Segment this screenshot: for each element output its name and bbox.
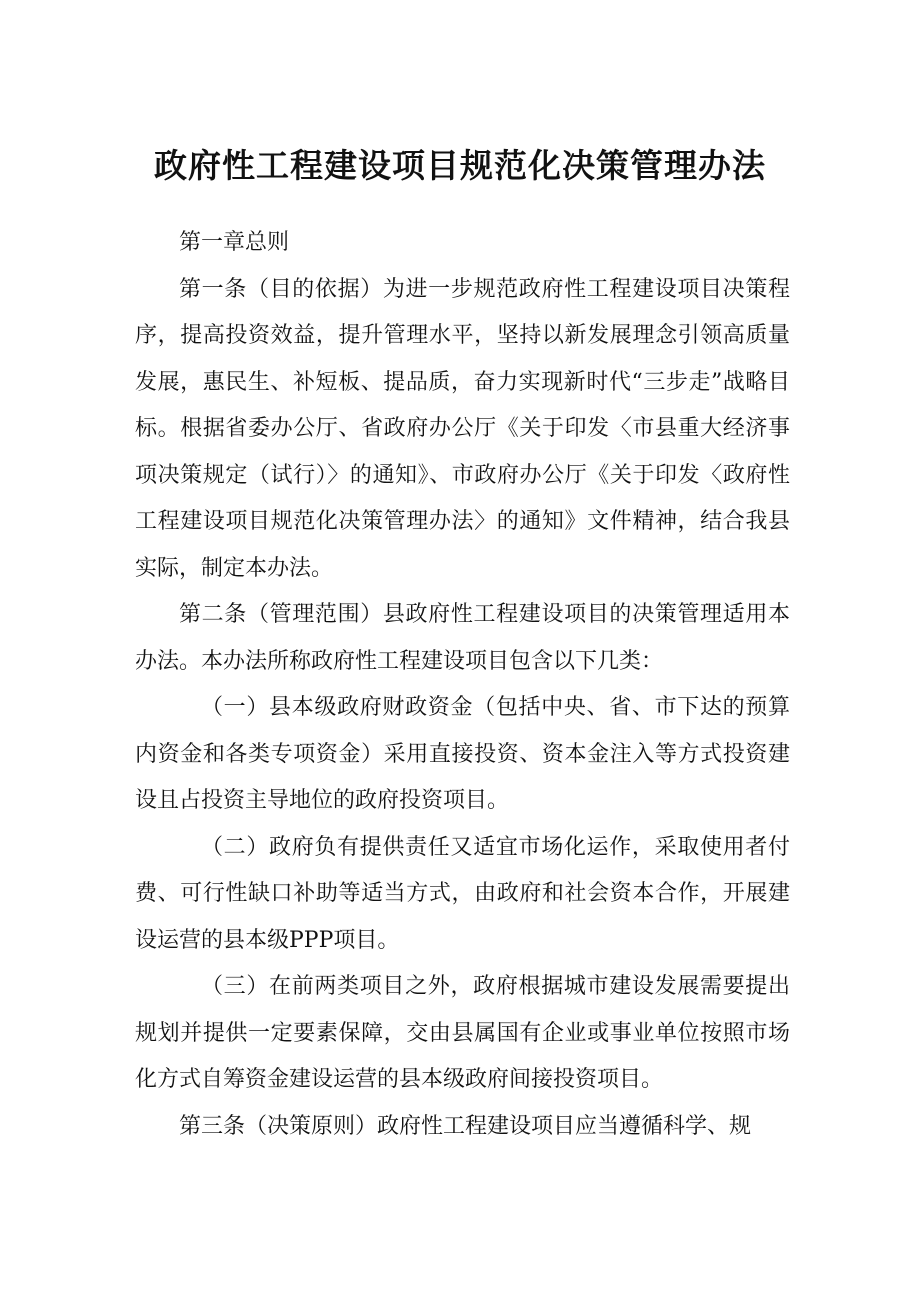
article-2-paragraph: 第二条（管理范围）县政府性工程建设项目的决策管理适用本办法。本办法所称政府性工程建设项目包含以下几类： bbox=[135, 602, 790, 674]
chapter-heading: 第一章总则 bbox=[179, 230, 290, 255]
item-3-paragraph: （三）在前两类项目之外，政府根据城市建设发展需要提出规划并提供一定要素保障，交由县属国有企业或事业单位按照市场化方式自筹资金建设运营的县本级政府间接投资项目。 bbox=[135, 974, 790, 1092]
document-title: 政府性工程建设项目规范化决策管理办法 bbox=[154, 146, 766, 185]
article-1-paragraph: 第一条（目的依据）为进一步规范政府性工程建设项目决策程序，提高投资效益，提升管理水平，坚持以新发展理念引领高质量发展，惠民生、补短板、提品质，奋力实现新时代“三步走”战略目标。根据省委办公厅、省政府办公厅《关于印发〈市县重大经济事项决策规定（试行）〉的通知》、市政府办公厅《关于印发〈政府性工程建设项目规范化决策管理办法〉的通知》文件精神，结合我县实际，制定本办法。 bbox=[135, 276, 790, 581]
item-2-paragraph: （二）政府负有提供责任又适宜市场化运作，采取使用者付费、可行性缺口补助等适当方式，由政府和社会资本合作，开展建设运营的县本级PPP项目。 bbox=[135, 834, 790, 953]
item-1-paragraph: （一）县本级政府财政资金（包括中央、省、市下达的预算内资金和各类专项资金）采用直接投资、资本金注入等方式投资建设且占投资主导地位的政府投资项目。 bbox=[135, 695, 790, 813]
article-3-paragraph: 第三条（决策原则）政府性工程建设项目应当遵循科学、规 bbox=[179, 1113, 752, 1139]
document-body bbox=[135, 220, 790, 1150]
